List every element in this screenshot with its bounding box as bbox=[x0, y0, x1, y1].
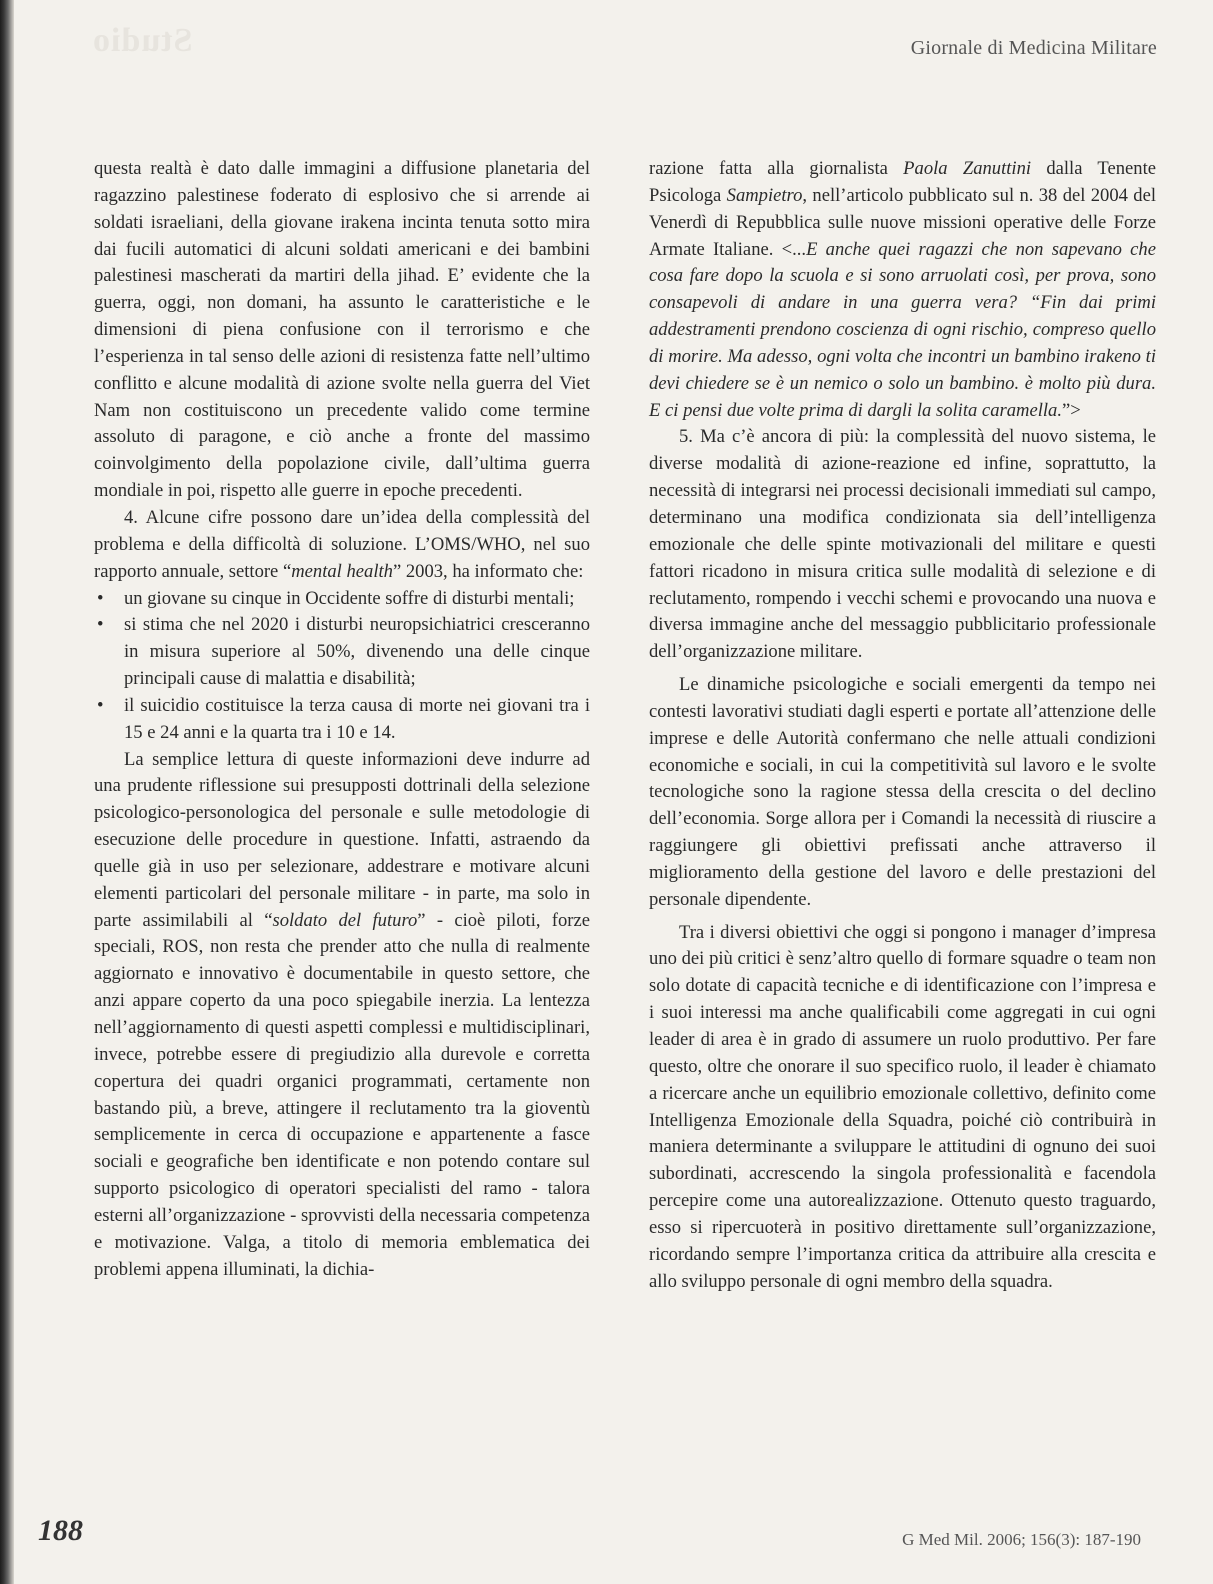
left-column bbox=[94, 156, 590, 1283]
right-column bbox=[649, 156, 1156, 1295]
text-run: dalla Tenente Psicologa bbox=[649, 158, 1156, 206]
mental-health-term: mental health bbox=[291, 560, 393, 582]
page-number: 188 bbox=[38, 1514, 83, 1547]
text-run: , nell’articolo pubblicato sul n. 38 del 2004 del Venerdì di Repubblica sulle nuove missioni operative delle Forze Armate Italiane. <... bbox=[649, 184, 1156, 260]
journal-title: Giornale di Medicina Militare bbox=[910, 37, 1157, 59]
psychologist-name: Sampietro bbox=[726, 184, 803, 206]
soldato-del-futuro-term: soldato del futuro bbox=[272, 909, 418, 931]
paragraph bbox=[649, 156, 1156, 424]
paragraph-4 bbox=[94, 505, 590, 586]
paragraph-5: 5. Ma c’è ancora di più: la complessità del nuovo sistema, le diverse modalità di azione-reazione ed infine, soprattutto, la necessità di integrarsi nei processi decisionali immediati sul campo, determinano una modifica condizionata sia dell’intelligenza emozionale che delle spinte motivazionali del militare e questi fattori ricadono in misura critica sulle modalità di selezione e di reclutamento, rompendo i vecchi schemi e provocando una nuova e diversa immagine anche del messaggio pubblicitario professionale dell’organizzazione militare. bbox=[649, 426, 1156, 663]
list-item: • un giovane su cinque in Occidente soffre di disturbi mentali; bbox=[94, 586, 590, 613]
text-run: ” 2003, ha informato che: bbox=[392, 560, 584, 582]
text-run: ” - cioè piloti, forze speciali, ROS, non resta che prender atto che nulla di realmente aggiornato e innovativo è documentabile in questo settore, che anzi appare coperto da una poco spiegabile inerzia. La lentezza nell’aggiornamento di questi aspetti complessi e multidisciplinari, invece, potrebbe essere di pregiudizio alla durevole e corretta copertura dei quadri organici programmati, certamente non bastando più, a breve, attingere il reclutamento tra la gioventù semplicemente in cerca di occupazione e appartenente a fasce sociali e geografiche ben identificate e non potendo contare sul supporto psicologico di operatori specialisti del ramo - talora esterni all’organizzazione - sprovvisti della necessaria competenza e motivazione. Valga, a titolo di memoria emblematica dei problemi appena illuminati, la dichia- bbox=[94, 909, 590, 1280]
paragraph: Le dinamiche psicologiche e sociali emergenti da tempo nei contesti lavorativi studiati dagli esperti e portate all’attenzione delle imprese e delle Autorità confermano che nelle attuali condizioni economiche e sociali, in cui la competitività sul lavoro e le svolte tecnologiche sono la ragione stessa della crescita o del declino dell’economia. Sorge allora per i Comandi la necessità di riuscire a raggiungere gli obiettivi prefissati anche attraverso il miglioramento della gestione del lavoro e delle prestazioni del personale dipendente. bbox=[649, 674, 1156, 910]
show-through-text: Studio bbox=[92, 22, 193, 59]
paragraph bbox=[94, 747, 590, 1284]
list-item: • il suicidio costituisce la terza causa di morte nei giovani tra i 15 e 24 anni e la quarta tra i 10 e 14. bbox=[94, 693, 590, 747]
quotation: E anche quei ragazzi che non sapevano che cosa fare dopo la scuola e si sono arruolati così, per prova, sono consapevoli di andare in una guerra vera? “Fin dai primi addestramenti prendono coscienza di ogni rischio, compreso quello di morire. Ma adesso, ogni volta che incontri un bambino irakeno ti devi chiedere se è un nemico o solo un bambino. è molto più dura. E ci pensi due volte prima di dargli la solita caramella. bbox=[649, 238, 1156, 421]
text-run: 4. Alcune cifre possono dare un’idea della complessità del problema e della difficoltà di soluzione. L’OMS/WHO, nel suo rapporto annuale, settore “ bbox=[94, 506, 590, 582]
page-binding-shadow bbox=[0, 0, 14, 1584]
text-run: ”> bbox=[1061, 399, 1081, 421]
text-run: La semplice lettura di queste informazioni deve indurre ad una prudente riflessione sui presupposti dottrinali della selezione psicologico-personologica del personale e sulle metodologie di esecuzione delle procedure in questione. Infatti, astraendo da quelle già in uso per selezionare, addestrare e motivare alcuni elementi particolari del personale militare - in parte, ma solo in parte assimilabili al “ bbox=[94, 748, 590, 931]
journal-citation: G Med Mil. 2006; 156(3): 187-190 bbox=[902, 1530, 1141, 1549]
paragraph: Tra i diversi obiettivi che oggi si pongono i manager d’impresa uno dei più critici è senz’altro quello di formare squadre o team non solo dotate di capacità tecniche e di identificazione con l’impresa e i suoi interessi ma anche qualificabili come aggregati in cui ogni leader di area è in grado di assumere un ruolo produttivo. Per fare questo, oltre che onorare il suo specifico ruolo, il leader è chiamato a ricercare anche un equilibrio emozionale collettivo, definito come Intelligenza Emozionale della Squadra, poiché ciò contribuirà in maniera determinante a sviluppare le attitudini di ognuno dei suoi subordinati, accrescendo la singola professionalità e facendola percepire come una autorealizzazione. Ottenuto questo traguardo, esso si ripercuoterà in positivo direttamente sull’organizzazione, ricordando sempre l’importanza critica da attribuire alla crescita e allo sviluppo personale di ogni membro della squadra. bbox=[649, 921, 1156, 1292]
bullet-list bbox=[94, 586, 590, 747]
text-run: razione fatta alla giornalista bbox=[649, 158, 904, 179]
list-item: • si stima che nel 2020 i disturbi neuropsichiatrici cresceranno in misura superiore al 50%, divenendo una delle cinque principali cause di malattia e disabilità; bbox=[94, 612, 590, 693]
journalist-name: Paola Zanuttini bbox=[903, 158, 1032, 179]
paragraph: questa realtà è dato dalle immagini a diffusione planetaria del ragazzino palestinese foderato di esplosivo che si arrende ai soldati israeliani, della giovane irakena incinta tenuta sotto mira dai fucili automatici di alcuni soldati americani e dei bambini palestinesi mascherati da martiri della jihad. E’ evidente che la guerra, oggi, non domani, ha assunto le caratteristiche e le dimensioni di piena confusione con il terrorismo e che l’esperienza in tal senso delle azioni di resistenza fatte nell’ultimo conflitto e alcune modalità di azione svolte nella guerra del Viet Nam non costituiscono un precedente valido come termine assoluto di paragone, e ciò anche a fronte del massimo coinvolgimento della popolazione civile, dall’ultima guerra mondiale in poi, rispetto alle guerre in epoche precedenti. bbox=[94, 158, 590, 502]
